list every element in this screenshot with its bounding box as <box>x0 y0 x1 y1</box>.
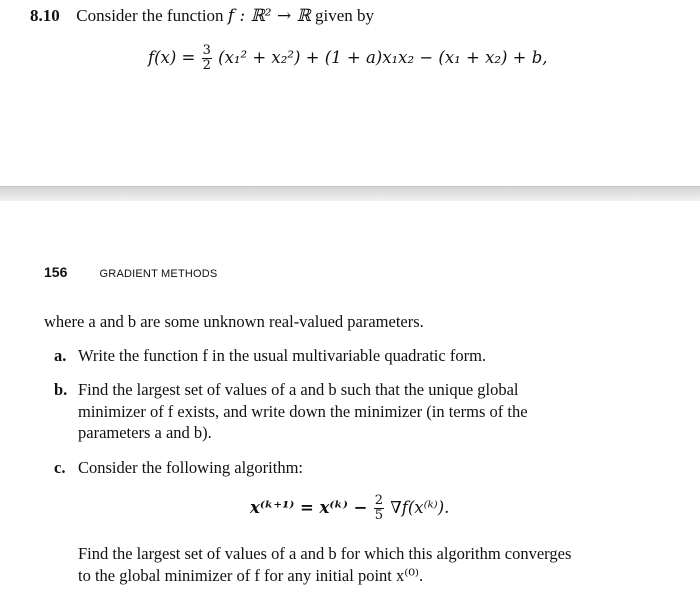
problem-header <box>30 6 374 26</box>
final-line-2: to the global minimizer of f for any initial point x⁽⁰⁾. <box>78 565 424 585</box>
function-mapping: f : ℝ² → ℝ <box>227 6 311 26</box>
item-b-line-3: parameters a and b). <box>78 423 212 442</box>
item-a-label: a. <box>54 346 67 365</box>
item-a-line-1: Write the function f in the usual multivariable quadratic form. <box>78 346 487 365</box>
problem-intro: Consider the function <box>76 6 224 25</box>
algorithm-equation <box>250 494 449 523</box>
intro-line: where a and b are some unknown real-valued parameters. <box>44 312 424 331</box>
algorithm-fraction-numerator: 2 <box>374 493 383 508</box>
fraction-denominator: 2 <box>202 58 211 73</box>
item-b-line-2: minimizer of f exists, and write down the minimizer (in terms of the <box>78 401 528 421</box>
function-equation <box>148 44 548 73</box>
fraction-numerator: 3 <box>202 43 211 58</box>
algorithm-lhs: x⁽ᵏ⁺¹⁾ = x⁽ᵏ⁾ − <box>250 498 368 517</box>
item-b-label: b. <box>54 380 68 399</box>
page-header <box>44 262 217 281</box>
final-line-1: Find the largest set of values of a and b for which this algorithm converges <box>78 544 572 563</box>
problem-number: 8.10 <box>30 6 60 25</box>
algorithm-fraction-denominator: 5 <box>374 508 383 523</box>
item-b <box>54 379 528 444</box>
item-c-label: c. <box>54 458 66 477</box>
equation-lhs: f(x) = <box>148 48 196 67</box>
item-a <box>54 345 486 367</box>
final-paragraph <box>78 543 571 586</box>
algorithm-fraction <box>374 494 384 523</box>
page-number: 156 <box>44 264 68 280</box>
running-head: GRADIENT METHODS <box>99 268 218 280</box>
algorithm-rhs: ∇f(x⁽ᵏ⁾). <box>390 498 450 517</box>
equation-fraction <box>202 44 212 73</box>
equation-terms: (x₁² + x₂²) + (1 + a)x₁x₂ − (x₁ + x₂) + b, <box>218 48 548 67</box>
page-divider <box>0 186 700 201</box>
item-c-line-1: Consider the following algorithm: <box>78 458 304 477</box>
item-c <box>54 457 303 479</box>
item-b-line-1: Find the largest set of values of a and b such that the unique global <box>78 380 519 399</box>
given-by-text: given by <box>315 6 375 25</box>
